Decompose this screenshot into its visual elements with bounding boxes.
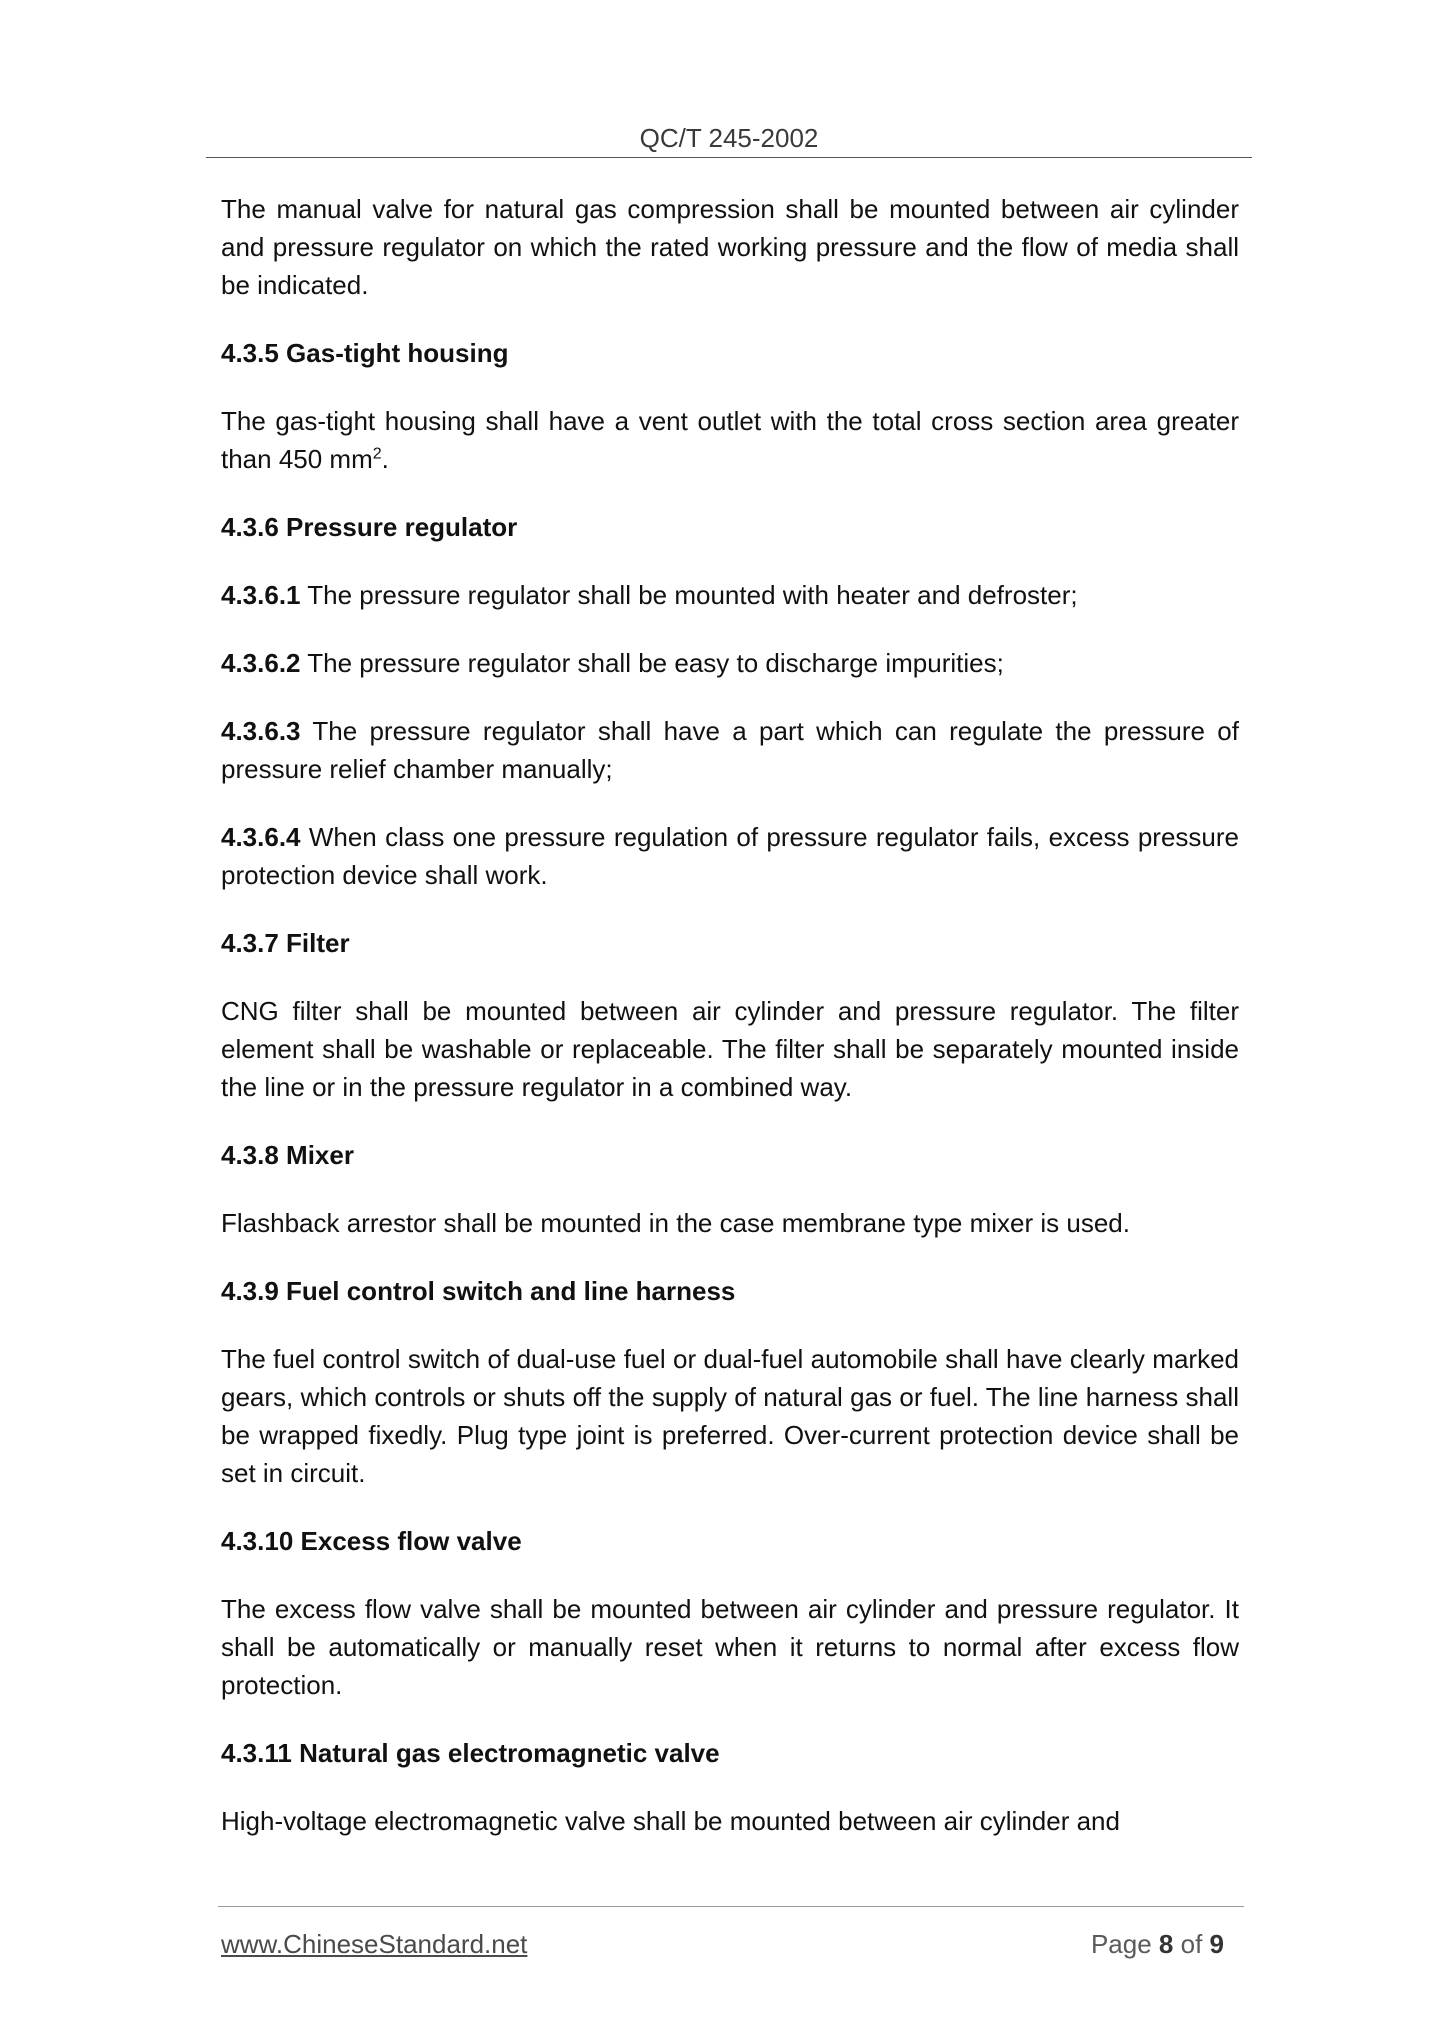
paragraph-4-3-5-end: . (381, 444, 389, 474)
clause-4-3-6-4 (221, 818, 1239, 894)
section-heading-4-3-5: 4.3.5 Gas-tight housing (221, 338, 509, 368)
clause-number: 4.3.6.4 (221, 822, 301, 852)
page-total: 9 (1209, 1929, 1224, 1959)
page-number (1091, 1928, 1224, 1960)
clause-text: When class one pressure regulation of pressure regulator fails, excess pressure protection device shall work. (221, 822, 1239, 890)
page-current: 8 (1158, 1929, 1174, 1959)
footer-divider (218, 1906, 1244, 1907)
paragraph-4-3-9: The fuel control switch of dual-use fuel or dual-fuel automobile shall have clearly marked gears, which controls or shuts off the supply of natural gas or fuel. The line harness shall be wrapped fixedly. Plug type joint is preferred. Over-current protection device shall be set in circuit. (221, 1344, 1239, 1488)
clause-number: 4.3.6.3 (221, 716, 301, 746)
clause-text: The pressure regulator shall have a part which can regulate the pressure of pressure relief chamber manually; (221, 716, 1239, 784)
section-heading-4-3-6: 4.3.6 Pressure regulator (221, 512, 518, 542)
section-heading-4-3-8: 4.3.8 Mixer (221, 1140, 354, 1170)
header-divider (206, 157, 1252, 158)
document-body (221, 190, 1239, 1870)
clause-4-3-6-2 (221, 644, 1239, 682)
paragraph-4-3-10: The excess flow valve shall be mounted between air cylinder and pressure regulator. It shall be automatically or manually reset when it returns to normal after excess flow protection. (221, 1594, 1239, 1700)
section-heading-4-3-11: 4.3.11 Natural gas electromagnetic valve (221, 1738, 720, 1768)
clause-text: The pressure regulator shall be mounted with heater and defroster; (300, 580, 1078, 610)
clause-text: The pressure regulator shall be easy to discharge impurities; (300, 648, 1004, 678)
paragraph-4-3-11: High-voltage electromagnetic valve shall be mounted between air cylinder and (221, 1806, 1120, 1836)
section-heading-4-3-7: 4.3.7 Filter (221, 928, 350, 958)
paragraph-4-3-8: Flashback arrestor shall be mounted in the case membrane type mixer is used. (221, 1208, 1130, 1238)
section-heading-4-3-9: 4.3.9 Fuel control switch and line harness (221, 1276, 736, 1306)
website-link[interactable]: www.ChineseStandard.net (221, 1929, 528, 1959)
paragraph-4-3-5-text: The gas-tight housing shall have a vent outlet with the total cross section area greater than 450 mm (221, 406, 1239, 474)
section-heading-4-3-10: 4.3.10 Excess flow valve (221, 1526, 522, 1556)
clause-4-3-6-1 (221, 576, 1239, 614)
clause-number: 4.3.6.2 (221, 648, 301, 678)
paragraph-4-3-7: CNG filter shall be mounted between air cylinder and pressure regulator. The filter element shall be washable or replaceable. The filter shall be separately mounted inside the line or in the pressure regulator in a combined way. (221, 996, 1239, 1102)
page-prefix: Page (1090, 1929, 1159, 1959)
page-of: of (1173, 1929, 1210, 1959)
paragraph-4-3-5 (221, 402, 1239, 478)
superscript-2: 2 (372, 445, 382, 463)
clause-number: 4.3.6.1 (221, 580, 301, 610)
document-header-title: QC/T 245-2002 (639, 123, 819, 153)
intro-paragraph: The manual valve for natural gas compression shall be mounted between air cylinder and pressure regulator on which the rated working pressure and the flow of media shall be indicated. (221, 194, 1239, 300)
clause-4-3-6-3 (221, 712, 1239, 788)
